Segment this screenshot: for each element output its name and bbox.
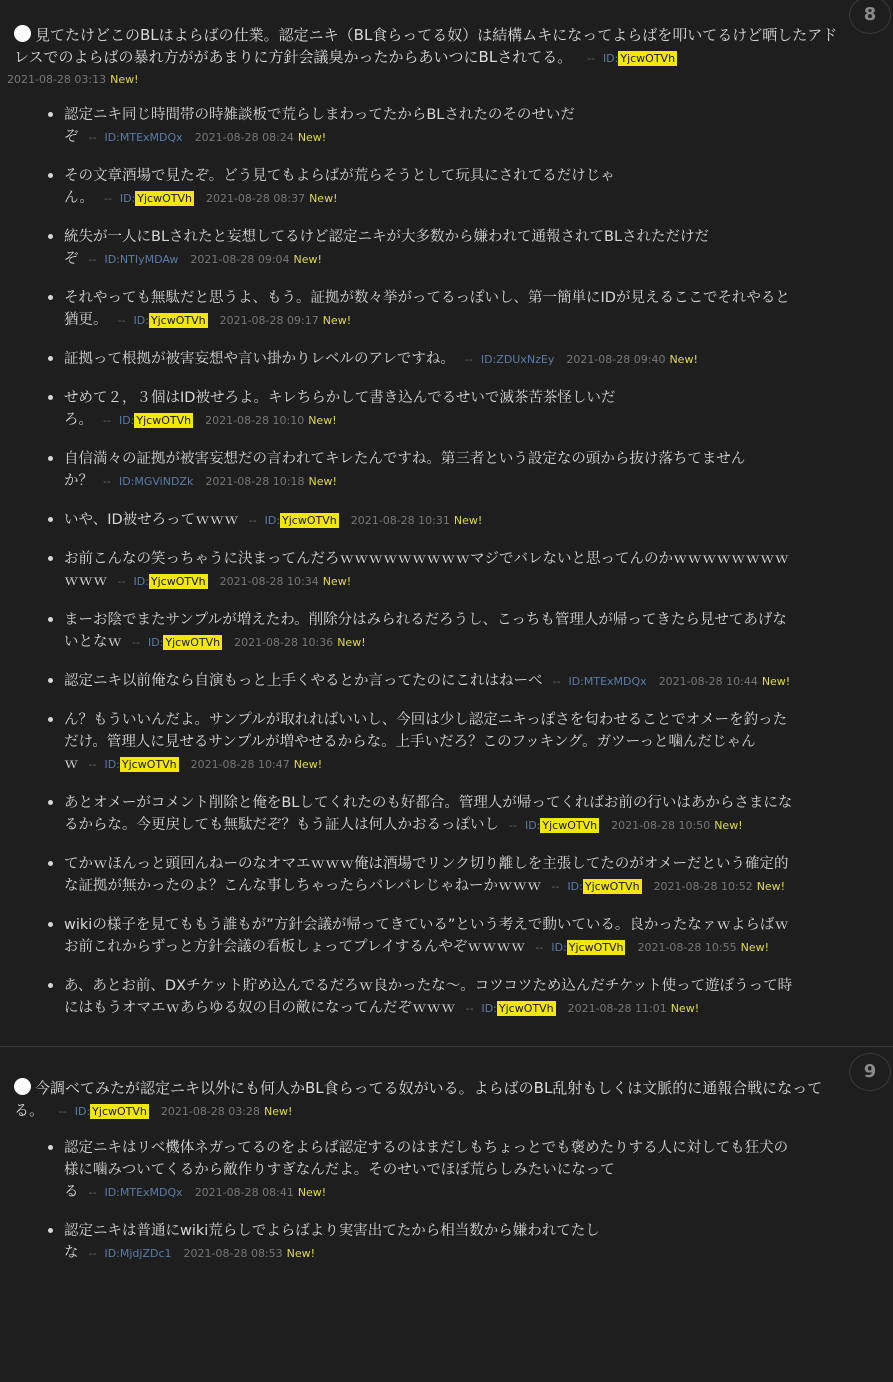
reply-text: wikiの様子を見てももう誰もが”方針会議が帰ってきている”という考えで動いている。良かったなァｗよらばｗお前これからずっと方針会議の看板しょってプレイするんやぞｗｗｗｗ [64, 917, 789, 955]
new-badge: New! [669, 353, 698, 366]
reply-user-id[interactable]: ID:ZDUxNzEy [480, 353, 555, 366]
post-date: 2021-08-28 03:28 [160, 1105, 260, 1118]
new-badge: New! [308, 414, 337, 427]
main-post [0, 24, 893, 70]
reply-item [64, 1137, 794, 1204]
reply-meta: -- ID:ZDUxNzEy 2021-08-28 09:40 New! [464, 353, 698, 366]
reply-user-id[interactable]: ID: YjcwOTVh [118, 414, 192, 427]
post-number-badge: 8 [849, 0, 891, 34]
reply-item [64, 914, 794, 959]
reply-text: 認定ニキ同じ時間帯の時雑談板で荒らしまわってたからBLされたのそのせいだぞ [64, 107, 575, 145]
reply-text: いや、ID被せろってｗｗｗ [64, 512, 239, 528]
reply-item [64, 509, 794, 532]
reply-text: あとオメーがコメント削除と俺をBLしてくれたのも好都合。管理人が帰ってくればお前の行いはあからさまになるからな。今更戻しても無駄だぞ？もう証人は何人かおるっぽいし [64, 795, 793, 833]
reply-user-id[interactable]: ID:MTExMDQx [104, 131, 183, 144]
reply-date: 2021-08-28 10:52 [653, 880, 753, 893]
reply-text: ん？もういいんだよ。サンプルが取れればいいし、今回は少し認定ニキっぽさを匂わせることでオメーを釣っただけ。管理人に見せるサンプルが増やせるからな。上手いだろ？このフッキング。ガツーっと噛んだじゃんｗ [64, 712, 788, 772]
reply-text: せめて２，３個はID被せろよ。キレちらかして書き込んでるせいで滅茶苦茶怪しいだろ。 [64, 390, 616, 428]
new-badge: New! [293, 253, 322, 266]
new-badge: New! [453, 514, 483, 527]
thread-9 [0, 1047, 893, 1265]
reply-date: 2021-08-28 10:34 [219, 575, 319, 588]
reply-meta: -- ID:NTIyMDAw 2021-08-28 09:04 New! [88, 253, 322, 266]
reply-user-id[interactable]: ID:MGViNDZk [118, 475, 194, 488]
reply-text: 認定ニキはリベ機体ネガってるのをよらば認定するのはまだしもちょっとでも褒めたりする人に対しても狂犬の様に噛みついてくるから敵作りすぎなんだよ。そのせいでほぼ荒らしみたいになってる [64, 1140, 789, 1200]
user-id[interactable]: ID: YjcwOTVh [74, 1105, 147, 1118]
reply-date: 2021-08-28 08:37 [205, 192, 306, 205]
new-badge: New! [286, 1247, 316, 1260]
reply-item [64, 348, 794, 371]
new-badge: New! [309, 192, 338, 205]
reply-meta: -- ID: YjcwOTVh 2021-08-28 10:50 New! [509, 819, 743, 832]
new-badge: New! [322, 314, 352, 327]
new-badge: New! [761, 675, 791, 688]
post-meta: -- ID: YjcwOTVh 2021-08-28 03:28 New! [58, 1105, 293, 1118]
post-date: 2021-08-28 03:13 [7, 73, 107, 86]
reply-user-id[interactable]: ID: YjcwOTVh [147, 636, 221, 649]
reply-meta: -- ID: YjcwOTVh 2021-08-28 10:47 New! [88, 758, 323, 771]
reply-item [64, 448, 794, 493]
reply-meta: -- ID:MjdjZDc1 2021-08-28 08:53 New! [88, 1247, 316, 1260]
reply-user-id[interactable]: ID:MTExMDQx [568, 675, 647, 688]
new-badge: New! [756, 880, 786, 893]
new-badge: New! [297, 131, 327, 144]
reply-user-id[interactable]: ID: YjcwOTVh [567, 880, 640, 893]
reply-meta: -- ID: YjcwOTVh 2021-08-28 11:01 New! [465, 1002, 700, 1015]
reply-item [64, 104, 794, 149]
reply-user-id[interactable]: ID: YjcwOTVh [133, 575, 206, 588]
post-body: 見てたけどこのBLはよらばの仕業。認定ニキ（BL食らってる奴）は結構ムキになってよらばを叩いてるけど晒したアドレスでのよらばの暴れ方ががあまりに方針会議臭かったからあいつにBLされてる。 [14, 26, 838, 66]
reply-user-id[interactable]: ID:MjdjZDc1 [104, 1247, 172, 1260]
new-badge: New! [740, 941, 769, 954]
reply-user-id[interactable]: ID: YjcwOTVh [551, 941, 624, 954]
post-select-radio[interactable] [14, 25, 31, 42]
reply-date: 2021-08-28 08:41 [194, 1186, 294, 1199]
new-badge: New! [308, 475, 337, 488]
new-badge: New! [714, 819, 743, 832]
reply-text: それやっても無駄だと思うよ、もう。証拠が数々挙がってるっぽいし、第一簡単にIDが見えるここでそれやると猶更。 [64, 290, 790, 328]
reply-date: 2021-08-28 11:01 [567, 1002, 667, 1015]
post-number-badge: 9 [849, 1053, 891, 1091]
reply-meta: -- ID: YjcwOTVh 2021-08-28 10:52 New! [551, 880, 786, 893]
reply-meta: -- ID: YjcwOTVh 2021-08-28 10:36 New! [132, 636, 366, 649]
reply-date: 2021-08-28 10:50 [611, 819, 711, 832]
reply-user-id[interactable]: ID: YjcwOTVh [119, 192, 192, 205]
reply-list [0, 1137, 893, 1265]
reply-text: てかｗほんっと頭回んねーのなオマエｗｗｗ俺は酒場でリンク切り離しを主張してたのがオメーだという確定的な証拠が無かったのよ？こんな事しちゃったらバレバレじゃねーかｗｗｗ [64, 856, 789, 894]
reply-meta: -- ID:MTExMDQx 2021-08-28 08:41 New! [88, 1186, 327, 1199]
new-badge: New! [110, 73, 139, 86]
reply-date: 2021-08-28 10:47 [190, 758, 290, 771]
post-meta: -- ID: YjcwOTVh [586, 52, 676, 65]
post-date-line [0, 70, 893, 90]
reply-user-id[interactable]: ID: YjcwOTVh [133, 314, 206, 327]
reply-date: 2021-08-28 10:36 [234, 636, 334, 649]
reply-date: 2021-08-28 10:10 [205, 414, 305, 427]
reply-user-id[interactable]: ID:MTExMDQx [104, 1186, 183, 1199]
reply-meta: -- ID: YjcwOTVh 2021-08-28 10:10 New! [103, 414, 337, 427]
reply-text: 証拠って根拠が被害妄想や言い掛かりレベルのアレですね。 [64, 351, 455, 367]
reply-item [64, 226, 794, 271]
reply-date: 2021-08-28 10:31 [350, 514, 450, 527]
reply-user-id[interactable]: ID: YjcwOTVh [264, 514, 337, 527]
reply-meta: -- ID: YjcwOTVh 2021-08-28 10:55 New! [535, 941, 769, 954]
reply-text: 認定ニキは普通にwiki荒らしでよらばより実害出てたから相当数から嫌われてたしな [64, 1223, 600, 1261]
reply-text: 認定ニキ以前俺なら自演もっと上手くやるとか言ってたのにこれはねーべ [64, 673, 543, 689]
new-badge: New! [337, 636, 366, 649]
reply-list [0, 104, 893, 1020]
reply-item [64, 165, 794, 210]
reply-date: 2021-08-28 08:53 [183, 1247, 283, 1260]
reply-item [64, 1220, 794, 1265]
reply-item [64, 287, 794, 332]
reply-date: 2021-08-28 09:04 [190, 253, 290, 266]
reply-item [64, 548, 794, 593]
reply-date: 2021-08-28 08:24 [194, 131, 294, 144]
reply-meta: -- ID: YjcwOTVh 2021-08-28 10:31 New! [248, 514, 483, 527]
new-badge: New! [293, 758, 323, 771]
reply-date: 2021-08-28 10:18 [205, 475, 305, 488]
reply-meta: -- ID: YjcwOTVh 2021-08-28 09:17 New! [117, 314, 352, 327]
reply-meta: -- ID:MTExMDQx 2021-08-28 10:44 New! [552, 675, 791, 688]
reply-date: 2021-08-28 10:44 [658, 675, 758, 688]
reply-text: まーお陰でまたサンプルが増えたわ。削除分はみられるだろうし、こっちも管理人が帰ってきたら見せてあげないとなｗ [64, 612, 787, 650]
new-badge: New! [670, 1002, 700, 1015]
reply-text: お前こんなの笑っちゃうに決まってんだろｗｗｗｗｗｗｗｗｗマジでバレないと思ってんのかｗｗｗｗｗｗｗｗｗｗｗ [64, 551, 789, 589]
reply-user-id[interactable]: ID: YjcwOTVh [481, 1002, 554, 1015]
reply-item [64, 975, 794, 1020]
reply-meta: -- ID: YjcwOTVh 2021-08-28 10:34 New! [117, 575, 352, 588]
new-badge: New! [322, 575, 352, 588]
reply-date: 2021-08-28 10:55 [637, 941, 737, 954]
reply-text: あ、あとお前、DXチケット貯め込んでるだろｗ良かったな～。コツコツため込んだチケット使って遊ぼうって時にはもうオマエｗあらゆる奴の目の敵になってんだぞｗｗｗ [64, 978, 793, 1016]
new-badge: New! [297, 1186, 327, 1199]
reply-text: 統失が一人にBLされたと妄想してるけど認定ニキが大多数から嫌われて通報されてBLされただけだぞ [64, 229, 710, 267]
reply-meta: -- ID:MGViNDZk 2021-08-28 10:18 New! [103, 475, 337, 488]
post-select-radio[interactable] [14, 1078, 31, 1095]
reply-date: 2021-08-28 09:17 [219, 314, 319, 327]
reply-meta: -- ID: YjcwOTVh 2021-08-28 08:37 New! [103, 192, 338, 205]
reply-text: 自信満々の証拠が被害妄想だの言われてキレたんですね。第三者という設定なの頭から抜け落ちてませんか？ [64, 451, 746, 489]
user-id[interactable]: ID: YjcwOTVh [602, 52, 676, 65]
post-body: 今調べてみたが認定ニキ以外にも何人かBL食らってる奴がいる。よらばのBL乱射もしくは文脈的に通報合戦になってる。 [14, 1079, 823, 1119]
reply-user-id[interactable]: ID:NTIyMDAw [104, 253, 179, 266]
new-badge: New! [264, 1105, 293, 1118]
reply-user-id[interactable]: ID: YjcwOTVh [524, 819, 598, 832]
reply-item [64, 853, 794, 898]
reply-item [64, 670, 794, 693]
reply-date: 2021-08-28 09:40 [566, 353, 666, 366]
reply-item [64, 609, 794, 654]
reply-item [64, 709, 794, 776]
main-post [0, 1077, 893, 1123]
reply-user-id[interactable]: ID: YjcwOTVh [104, 758, 177, 771]
reply-item [64, 792, 794, 837]
reply-item [64, 387, 794, 432]
reply-meta: -- ID:MTExMDQx 2021-08-28 08:24 New! [88, 131, 327, 144]
reply-text: その文章酒場で見たぞ。どう見てもよらばが荒らそうとして玩具にされてるだけじゃん。 [64, 168, 615, 206]
